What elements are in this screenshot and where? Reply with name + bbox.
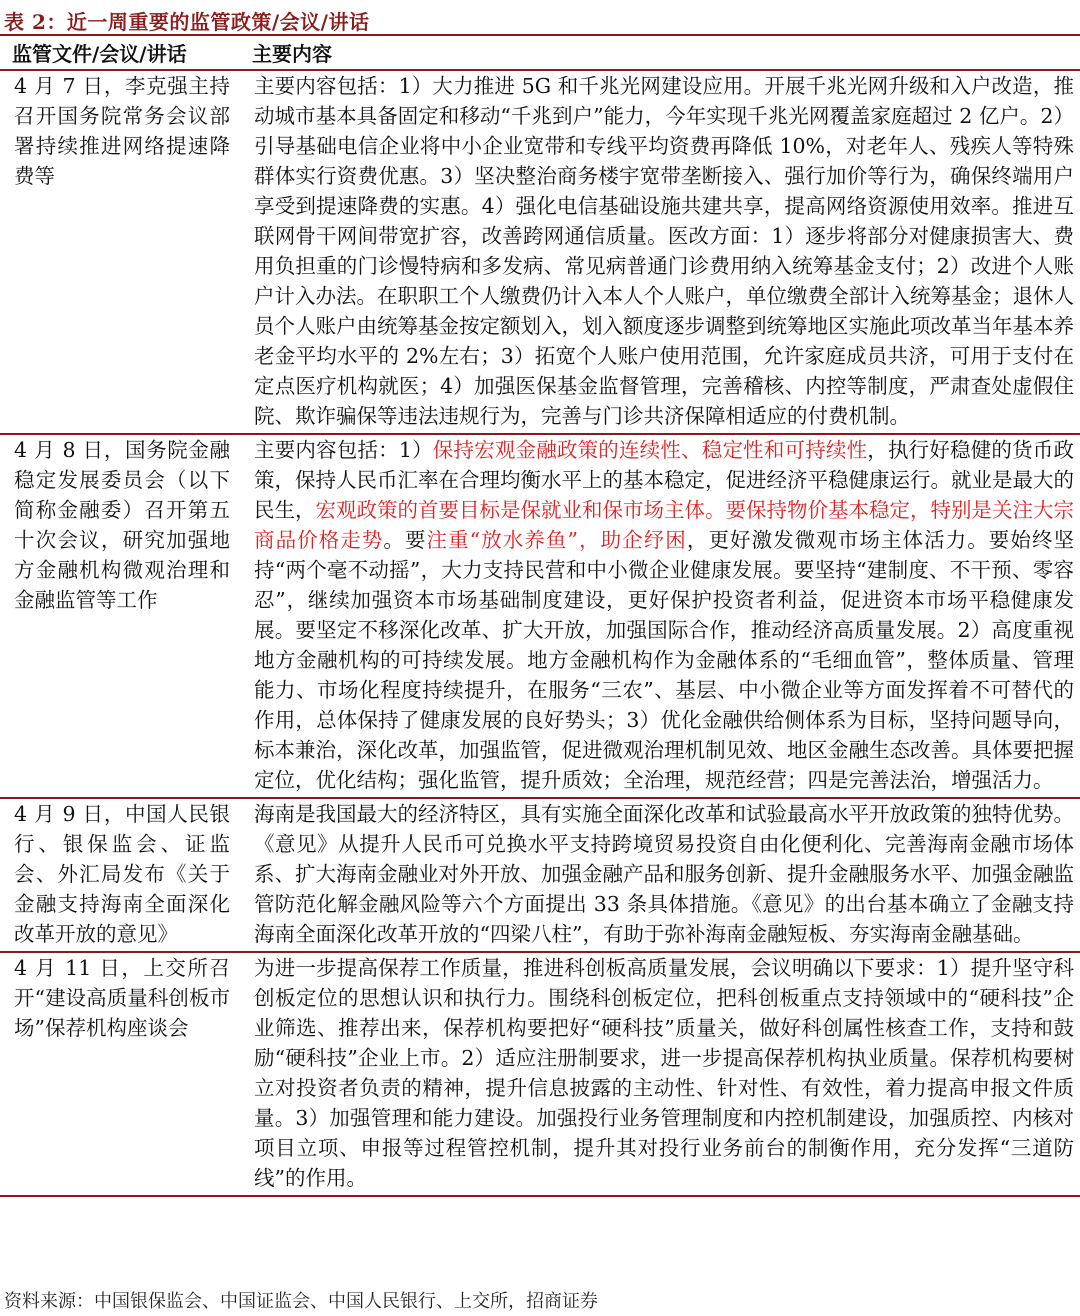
content-cell xyxy=(240,434,1080,798)
table-title: 表 2：近一周重要的监管政策/会议/讲话 xyxy=(4,10,370,34)
table-row xyxy=(0,952,1080,1196)
highlight-text: 保持宏观金融政策的连续性、稳定性和可持续性 xyxy=(432,438,868,462)
table-row xyxy=(0,798,1080,952)
header-content: 主要内容 xyxy=(240,36,1080,70)
highlight-text: 宏观政策的首要目标是保就业和保市场主体。要保持物价基本稳定，特别是关注大宗商品价格走势 xyxy=(254,498,1074,552)
content-text: ，更好激发微观市场主体活力。要始终坚持“两个毫不动摇”，大力支持民营和中小微企业健康发展。要坚持“建制度、不干预、零容忍”，继续加强资本市场基础制度建设，更好保护投资者利益，促进资本市场平稳健康发展。要坚定不移深化改革、扩大开放，加强国际合作，推动经济高质量发展。2）高度重视地方金融机构的可持续发展。地方金融机构作为金融体系的“毛细血管”，整体质量、管理能力、市场化程度持续提升，在服务“三农”、基层、中小微企业等方面发挥着不可替代的作用，总体保持了健康发展的良好势头；3）优化金融供给侧体系为目标，坚持问题导向，标本兼治，深化改革，加强监管，促进微观治理机制见效、地区金融生态改善。具体要把握定位，优化结构；强化监管，提升质效；全治理，规范经营；四是完善法治，增强活力。 xyxy=(254,528,1075,792)
table-row xyxy=(0,70,1080,434)
policy-table xyxy=(0,36,1080,1197)
table-row xyxy=(0,434,1080,798)
content-text: 主要内容包括：1） xyxy=(254,438,433,462)
content-cell xyxy=(240,952,1080,1196)
content-cell xyxy=(240,70,1080,434)
content-text: 主要内容包括：1）大力推进 5G 和千兆光网建设应用。开展千兆光网升级和入户改造，推动城市基本具备固定和移动“千兆到户”能力，今年实现千兆光网覆盖家庭超过 2 亿户。2）引导基础电信企业将中小企业宽带和专线平均资费再降低 10%，对老年人、残疾人等特殊群体实行资费优惠。3）坚决整治商务楼宇宽带垄断接入、强行加价等行为，确保终端用户享受到提速降费的实惠。4）强化电信基础设施共建共享，提高网络资源使用效率。推进互联网骨干网间带宽扩容，改善跨网通信质量。医改方面：1）逐步将部分对健康损害大、费用负担重的门诊慢特病和多发病、常见病普通门诊费用纳入统筹基金支付；2）改进个人账户计入办法。在职职工个人缴费仍计入本人个人账户，单位缴费全部计入统筹基金；退休人员个人账户由统筹基金按定额划入，划入额度逐步调整到统筹地区实施此项改革当年基本养老金平均水平的 2%左右；3）拓宽个人账户使用范围，允许家庭成员共济，可用于支付在定点医疗机构就医；4）加强医保基金监督管理，完善稽核、内控等制度，严肃查处虚假住院、欺诈骗保等违法违规行为，完善与门诊共济保障相适应的付费机制。 xyxy=(254,74,1074,428)
content-text: 为进一步提高保荐工作质量，推进科创板高质量发展，会议明确以下要求：1）提升坚守科创板定位的思想认识和执行力。围绕科创板定位，把科创板重点支持领域中的“硬科技”企业筛选、推荐出来，保荐机构要把好“硬科技”质量关，做好科创属性核查工作，支持和鼓励“硬科技”企业上市。2）适应注册制要求，进一步提高保荐机构执业质量。保荐机构要树立对投资者负责的精神，提升信息披露的主动性、针对性、有效性，着力提高申报文件质量。3）加强管理和能力建设。加强投行业务管理制度和内控机制建设，加强质控、内核对项目立项、申报等过程管控机制，提升其对投行业务前台的制衡作用，充分发挥“三道防线”的作用。 xyxy=(254,956,1074,1190)
event-cell: 4 月 8 日，国务院金融稳定发展委员会（以下简称金融委）召开第五十次会议，研究加强地方金融机构微观治理和金融监管等工作 xyxy=(0,434,240,798)
source-note: 资料来源：中国银保监会、中国证监会、中国人民银行、上交所，招商证券 xyxy=(4,1291,598,1312)
content-text: 海南是我国最大的经济特区，具有实施全面深化改革和试验最高水平开放政策的独特优势。《意见》从提升人民币可兑换水平支持跨境贸易投资自由化便利化、完善海南金融市场体系、扩大海南金融业对外开放、加强金融产品和服务创新、提升金融服务水平、加强金融监管防范化解金融风险等六个方面提出 33 条具体措施。《意见》的出台基本确立了金融支持海南全面深化改革开放的“四梁八柱”，有助于弥补海南金融短板、夯实海南金融基础。 xyxy=(254,802,1074,946)
content-cell xyxy=(240,798,1080,952)
header-event: 监管文件/会议/讲话 xyxy=(0,36,240,70)
content-text: 。要 xyxy=(383,528,427,552)
event-cell: 4 月 11 日，上交所召开“建设高质量科创板市场”保荐机构座谈会 xyxy=(0,952,240,1196)
event-cell: 4 月 7 日，李克强主持召开国务院常务会议部署持续推进网络提速降费等 xyxy=(0,70,240,434)
event-cell: 4 月 9 日，中国人民银行、银保监会、证监会、外汇局发布《关于金融支持海南全面深化改革开放的意见》 xyxy=(0,798,240,952)
highlight-text: 注重“放水养鱼”，助企纾困 xyxy=(426,528,687,552)
content-text: ，执行好稳健的货币政策，保持人民币汇率在合理均衡水平上的基本稳定，促进经济平稳健康运行。就业是最大的民生， xyxy=(254,438,1075,522)
